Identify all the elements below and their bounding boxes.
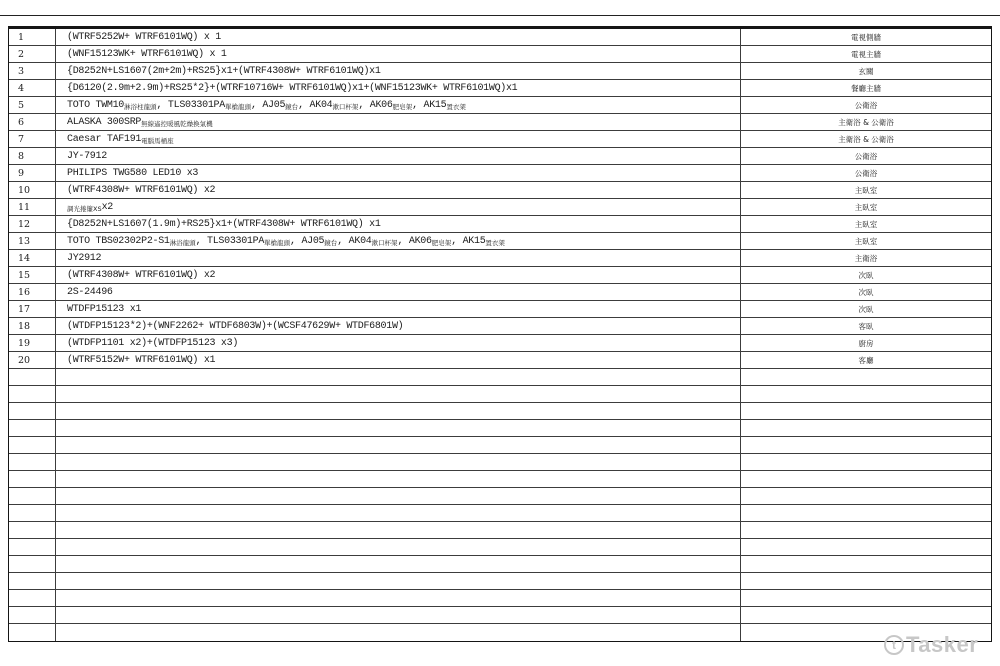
description-code: JY2912 (67, 252, 102, 264)
item-location-cell (741, 420, 991, 436)
item-location-cell (741, 488, 991, 504)
item-description-cell (56, 505, 741, 521)
description-code: ALASKA 300SRP (67, 116, 142, 128)
item-description-cell (56, 607, 741, 623)
item-location-cell (741, 403, 991, 419)
item-location-cell: 公衛浴 (854, 100, 878, 110)
description-code: , AJ05 (250, 99, 286, 111)
table-row (9, 301, 991, 318)
description-annotation: 調光捲簾XS (67, 204, 102, 213)
table-row (9, 420, 991, 437)
row-number-cell (9, 471, 56, 487)
item-description-cell (56, 284, 741, 300)
row-number-cell: 15 (9, 267, 56, 283)
description-code: , TLS03301PA (156, 99, 225, 111)
row-number-cell (9, 505, 56, 521)
item-location-cell (741, 454, 991, 470)
description-code: (WNF15123WK+ WTRF6101WQ) x 1 (67, 48, 227, 60)
table-row (9, 369, 991, 386)
table-row (9, 624, 991, 641)
row-number-cell (9, 624, 56, 641)
row-number-cell (9, 607, 56, 623)
item-location-cell: 公衛浴 (854, 168, 878, 178)
item-location-cell (741, 505, 991, 521)
item-location-cell: 主衛浴 & 公衛浴 (838, 117, 894, 127)
item-location-cell: 主臥室 (854, 219, 878, 229)
description-code: (WTRF4308W+ WTRF6101WQ) x2 (67, 184, 216, 196)
row-number-cell (9, 437, 56, 453)
item-description-cell (56, 454, 741, 470)
item-location-cell: 電視主牆 (851, 49, 881, 59)
description-code: 2S-24496 (67, 286, 113, 298)
table-row (9, 29, 991, 46)
item-location-cell: 次臥 (858, 304, 874, 314)
description-annotation: 肥皂架 (431, 238, 452, 247)
description-code: WTDFP15123 x1 (67, 303, 142, 315)
description-code: Caesar TAF191 (67, 133, 142, 145)
row-number-cell (9, 590, 56, 606)
description-code: , AK06 (358, 99, 393, 111)
item-description-cell (56, 573, 741, 589)
table-row (9, 80, 991, 97)
item-description-cell (56, 97, 741, 113)
description-code: (WTRF5252W+ WTRF6101WQ) x 1 (67, 31, 221, 43)
row-number-cell (9, 369, 56, 385)
description-annotation: 鏡台 (285, 102, 299, 111)
description-code: , AK15 (451, 235, 486, 247)
row-number-cell: 18 (9, 318, 56, 334)
item-location-cell: 客臥 (858, 321, 874, 331)
table-row (9, 573, 991, 590)
table-row (9, 488, 991, 505)
table-row (9, 386, 991, 403)
row-number-cell: 8 (9, 148, 56, 164)
item-location-cell: 主衛浴 & 公衛浴 (838, 134, 894, 144)
item-description-cell (56, 216, 741, 232)
description-code: x2 (101, 201, 113, 213)
description-code: PHILIPS TWG580 LED10 x3 (67, 167, 199, 179)
table-row (9, 437, 991, 454)
item-location-cell (741, 471, 991, 487)
item-description-cell (56, 624, 741, 641)
item-location-cell: 電視側牆 (851, 32, 881, 42)
row-number-cell: 1 (9, 29, 56, 45)
table-row (9, 284, 991, 301)
item-table (8, 26, 992, 642)
table-row (9, 471, 991, 488)
item-description-cell (56, 148, 741, 164)
item-description-cell (56, 182, 741, 198)
table-row (9, 165, 991, 182)
item-description-cell (56, 199, 741, 215)
table-row (9, 590, 991, 607)
row-number-cell (9, 573, 56, 589)
item-description-cell (56, 267, 741, 283)
description-annotation: 鏡台 (324, 238, 338, 247)
table-row (9, 352, 991, 369)
row-number-cell: 19 (9, 335, 56, 351)
item-location-cell (741, 539, 991, 555)
description-annotation: 漱口杯架 (332, 102, 359, 111)
description-code: , AK06 (397, 235, 432, 247)
item-location-cell (741, 590, 991, 606)
description-code: , AK04 (337, 235, 372, 247)
item-description-cell (56, 352, 741, 368)
item-description-cell (56, 420, 741, 436)
table-row (9, 216, 991, 233)
table-row (9, 250, 991, 267)
row-number-cell (9, 539, 56, 555)
item-location-cell: 主臥室 (854, 185, 878, 195)
sheet-top-rule (0, 15, 1000, 16)
row-number-cell: 16 (9, 284, 56, 300)
description-annotation: 置衣架 (446, 102, 466, 111)
item-location-cell: 公衛浴 (854, 151, 878, 161)
row-number-cell: 20 (9, 352, 56, 368)
table-row (9, 607, 991, 624)
table-row (9, 318, 991, 335)
item-description-cell (56, 250, 741, 266)
description-code: , TLS03301PA (195, 235, 265, 247)
item-description-cell (56, 301, 741, 317)
row-number-cell: 4 (9, 80, 56, 96)
row-number-cell: 14 (9, 250, 56, 266)
description-code: {D8252N+LS1607(1.9m)+RS25}x1+(WTRF4308W+ WTRF6101WQ) x1 (67, 218, 381, 230)
row-number-cell: 7 (9, 131, 56, 147)
item-description-cell (56, 471, 741, 487)
row-number-cell: 13 (9, 233, 56, 249)
description-annotation: 淋浴龍頭 (169, 238, 196, 247)
description-code: {D8252N+LS1607(2m+2m)+RS25}x1+(WTRF4308W+ WTRF6101WQ)x1 (67, 65, 381, 77)
item-location-cell: 廚房 (858, 338, 874, 348)
item-location-cell (741, 573, 991, 589)
item-description-cell (56, 488, 741, 504)
description-code: (WTRF5152W+ WTRF6101WQ) x1 (67, 354, 216, 366)
item-description-cell (56, 80, 741, 96)
item-location-cell: 玄關 (858, 66, 874, 76)
row-number-cell (9, 488, 56, 504)
table-row (9, 403, 991, 420)
item-location-cell (741, 369, 991, 385)
row-number-cell (9, 403, 56, 419)
row-number-cell (9, 556, 56, 572)
item-location-cell: 次臥 (858, 287, 874, 297)
item-description-cell (56, 437, 741, 453)
table-row (9, 63, 991, 80)
row-number-cell: 12 (9, 216, 56, 232)
description-annotation: 無線遙控暖風乾燥換氣機 (141, 119, 213, 128)
item-location-cell: 主衛浴 (854, 253, 878, 263)
table-row (9, 114, 991, 131)
description-annotation: 單槍龍頭 (264, 238, 291, 247)
item-location-cell (741, 607, 991, 623)
row-number-cell (9, 420, 56, 436)
table-row (9, 148, 991, 165)
watermark-label: Tasker (906, 632, 979, 657)
item-description-cell (56, 539, 741, 555)
item-description-cell (56, 46, 741, 62)
row-number-cell (9, 454, 56, 470)
item-description-cell (56, 318, 741, 334)
tasker-logo-icon: t (884, 635, 904, 655)
item-description-cell (56, 63, 741, 79)
description-annotation: 漱口杯架 (371, 238, 398, 247)
row-number-cell: 3 (9, 63, 56, 79)
item-description-cell (56, 165, 741, 181)
table-row (9, 454, 991, 471)
item-description-cell (56, 522, 741, 538)
description-code: TOTO TWM10 (67, 99, 125, 111)
row-number-cell: 6 (9, 114, 56, 130)
table-row (9, 539, 991, 556)
row-number-cell (9, 522, 56, 538)
watermark (884, 633, 978, 657)
description-annotation: 淋浴柱龍頭 (124, 102, 157, 111)
item-location-cell: 主臥室 (854, 202, 878, 212)
table-row (9, 233, 991, 250)
item-description-cell (56, 131, 741, 147)
table-row (9, 522, 991, 539)
table-row (9, 46, 991, 63)
item-description-cell (56, 590, 741, 606)
item-location-cell: 餐廳主牆 (851, 83, 881, 93)
description-annotation: 單槍龍頭 (224, 102, 251, 111)
description-code: (WTDFP15123*2)+(WNF2262+ WTDF6803W)+(WCSF47629W+ WTDF6801W) (67, 320, 404, 332)
item-location-cell (741, 556, 991, 572)
row-number-cell: 2 (9, 46, 56, 62)
item-description-cell (56, 369, 741, 385)
row-number-cell: 10 (9, 182, 56, 198)
row-number-cell: 17 (9, 301, 56, 317)
description-code: (WTDFP1101 x2)+(WTDFP15123 x3) (67, 337, 239, 349)
item-description-cell (56, 114, 741, 130)
item-location-cell: 次臥 (858, 270, 874, 280)
item-description-cell (56, 233, 741, 249)
description-code: TOTO TBS02302P2-S1 (67, 235, 170, 247)
table-row (9, 556, 991, 573)
item-description-cell (56, 403, 741, 419)
item-location-cell (741, 386, 991, 402)
item-description-cell (56, 556, 741, 572)
table-row (9, 182, 991, 199)
table-row (9, 505, 991, 522)
item-location-cell (741, 437, 991, 453)
description-code: {D6120(2.9m+2.9m)+RS25*2}+(WTRF10716W+ WTRF6101WQ)x1+(WNF15123WK+ WTRF6101WQ)x1 (67, 82, 518, 94)
description-annotation: 肥皂架 (392, 102, 413, 111)
description-code: , AK04 (298, 99, 333, 111)
item-location-cell: 客廳 (858, 355, 874, 365)
table-row (9, 335, 991, 352)
row-number-cell: 9 (9, 165, 56, 181)
description-annotation: 置衣架 (485, 238, 505, 247)
description-code: JY-7912 (67, 150, 107, 162)
item-description-cell (56, 335, 741, 351)
item-location-cell: 主臥室 (854, 236, 878, 246)
row-number-cell (9, 386, 56, 402)
table-row (9, 97, 991, 114)
description-annotation: 電腦馬桶座 (141, 136, 174, 145)
description-code: , AK15 (412, 99, 447, 111)
item-description-cell (56, 386, 741, 402)
description-code: (WTRF4308W+ WTRF6101WQ) x2 (67, 269, 216, 281)
description-code: , AJ05 (290, 235, 325, 247)
row-number-cell: 5 (9, 97, 56, 113)
table-row (9, 199, 991, 216)
table-row (9, 267, 991, 284)
item-description-cell (56, 29, 741, 45)
table-row (9, 131, 991, 148)
row-number-cell: 11 (9, 199, 56, 215)
item-location-cell (741, 522, 991, 538)
